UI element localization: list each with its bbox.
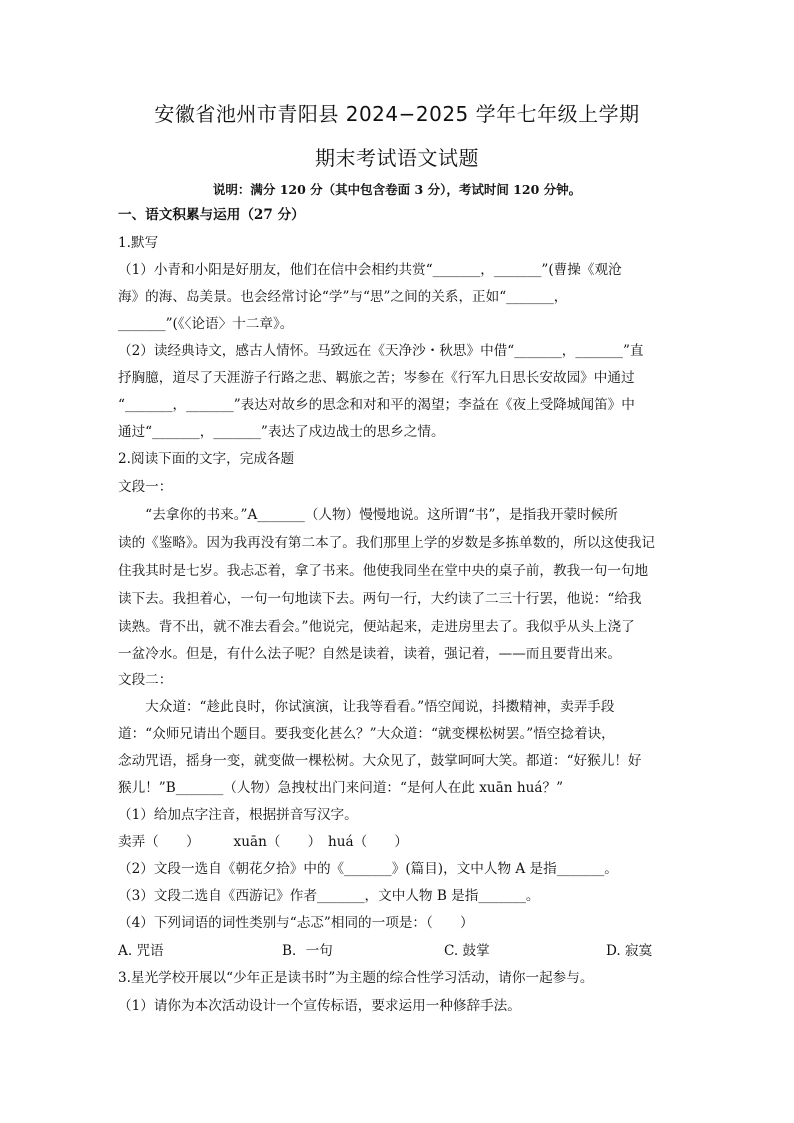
passage-line: 一盆冷水。但是，有什么法子呢？自然是读着，读着，强记着，——而且要背出来。 — [118, 646, 621, 662]
question-line: （3）文段二选自《西游记》作者_______，文中人物 B 是指_______。 — [118, 888, 540, 904]
option-d: D. 寂寞 — [606, 943, 653, 959]
passage-line: 猴儿！”B_______（人物）急拽杖出门来问道：“是何人在此 xuān huá？” — [118, 780, 564, 796]
passage-line: 住我其时是七岁。我忐忑着，拿了书来。他使我同坐在堂中央的桌子前，教我一句一句地 — [118, 563, 649, 579]
question-line: （1）给加点字注音，根据拼音写汉字。 — [118, 807, 358, 823]
passage-line: 道：“众师兄请出个题目。要我变化甚么？”大众道：“就变棵松树罢。”悟空捻着诀， — [118, 726, 615, 742]
section-heading: 一、语文积累与运用（27 分） — [118, 207, 305, 223]
option-a: A. 咒语 — [118, 943, 164, 959]
question-line: 3.星光学校开展以“少年正是读书时”为主题的综合性学习活动，请你一起参与。 — [118, 970, 594, 986]
question-line: 卖弄（ ） xuān（ ） huá（ ） — [118, 834, 408, 850]
question-line: （2）读经典诗文，感古人情怀。马致远在《天净沙・秋思》中借“_______，_______”直 — [118, 343, 644, 359]
question-line: “_______，_______”表达对故乡的思念和对和平的渴望；李益在《夜上受降城闻笛》中 — [118, 397, 635, 413]
passage-line: 念动咒语，摇身一变，就变做一棵松树。大众见了，鼓掌呵呵大笑。都道：“好猴儿！好 — [118, 753, 642, 769]
passage-line: “去拿你的书来。”A_______（人物）慢慢地说。这所谓“书”，是指我开蒙时候所 — [118, 507, 618, 523]
exam-instructions: 说明：满分 120 分（其中包含卷面 3 分），考试时间 120 分钟。 — [212, 182, 582, 197]
passage-line: 读的《鉴略》。因为我再没有第二本了。我们那里上学的岁数是多拣单数的，所以这使我记 — [118, 535, 655, 551]
option-b: B．一句 — [282, 943, 333, 959]
question-line: 1.默写 — [118, 235, 159, 251]
exam-title-line2: 期末考试语文试题 — [315, 146, 479, 170]
question-line: （4）下列词语的词性类别与“忐忑”相同的一项是：（ ） — [118, 915, 474, 931]
passage-line: 读下去。我担着心，一句一句地读下去。两句一行，大约读了二三十行罢，他说：“给我 — [118, 591, 642, 607]
exam-title-line1: 安徽省池州市青阳县 2024−2025 学年七年级上学期 — [154, 102, 640, 126]
passage-label: 文段二： — [118, 672, 173, 688]
passage-line: 大众道：“趁此良时，你试演演，让我等看看。”悟空闻说，抖擞精神，卖弄手段 — [118, 699, 615, 715]
question-line: 海》的海、岛美景。也会经常讨论“学”与“思”之间的关系，正如“_______， — [118, 289, 568, 305]
question-line: （1）请你为本次活动设计一个宣传标语，要求运用一种修辞手法。 — [118, 998, 521, 1014]
passage-label: 文段一： — [118, 479, 173, 495]
question-line: 通过“_______，_______”表达了戍边战士的思乡之情。 — [118, 424, 445, 440]
question-line: 抒胸臆，道尽了天涯游子行路之悲、羁旅之苦；岑参在《行军九日思长安故园》中通过 — [118, 370, 635, 386]
question-line: _______”(《〈论语〉十二章》。 — [118, 316, 294, 332]
option-c: C. 鼓掌 — [444, 943, 490, 959]
question-line: （2）文段一选自《朝花夕拾》中的《_______》(篇目)，文中人物 A 是指_______。 — [118, 861, 618, 877]
question-line: 2.阅读下面的文字，完成各题 — [118, 451, 295, 467]
passage-line: 读熟。背不出，就不准去看会。”他说完，便站起来，走进房里去了。我似乎从头上浇了 — [118, 619, 635, 635]
question-line: （1）小青和小阳是好朋友，他们在信中会相约共赏“_______，_______”(曹操《观沧 — [118, 262, 622, 278]
